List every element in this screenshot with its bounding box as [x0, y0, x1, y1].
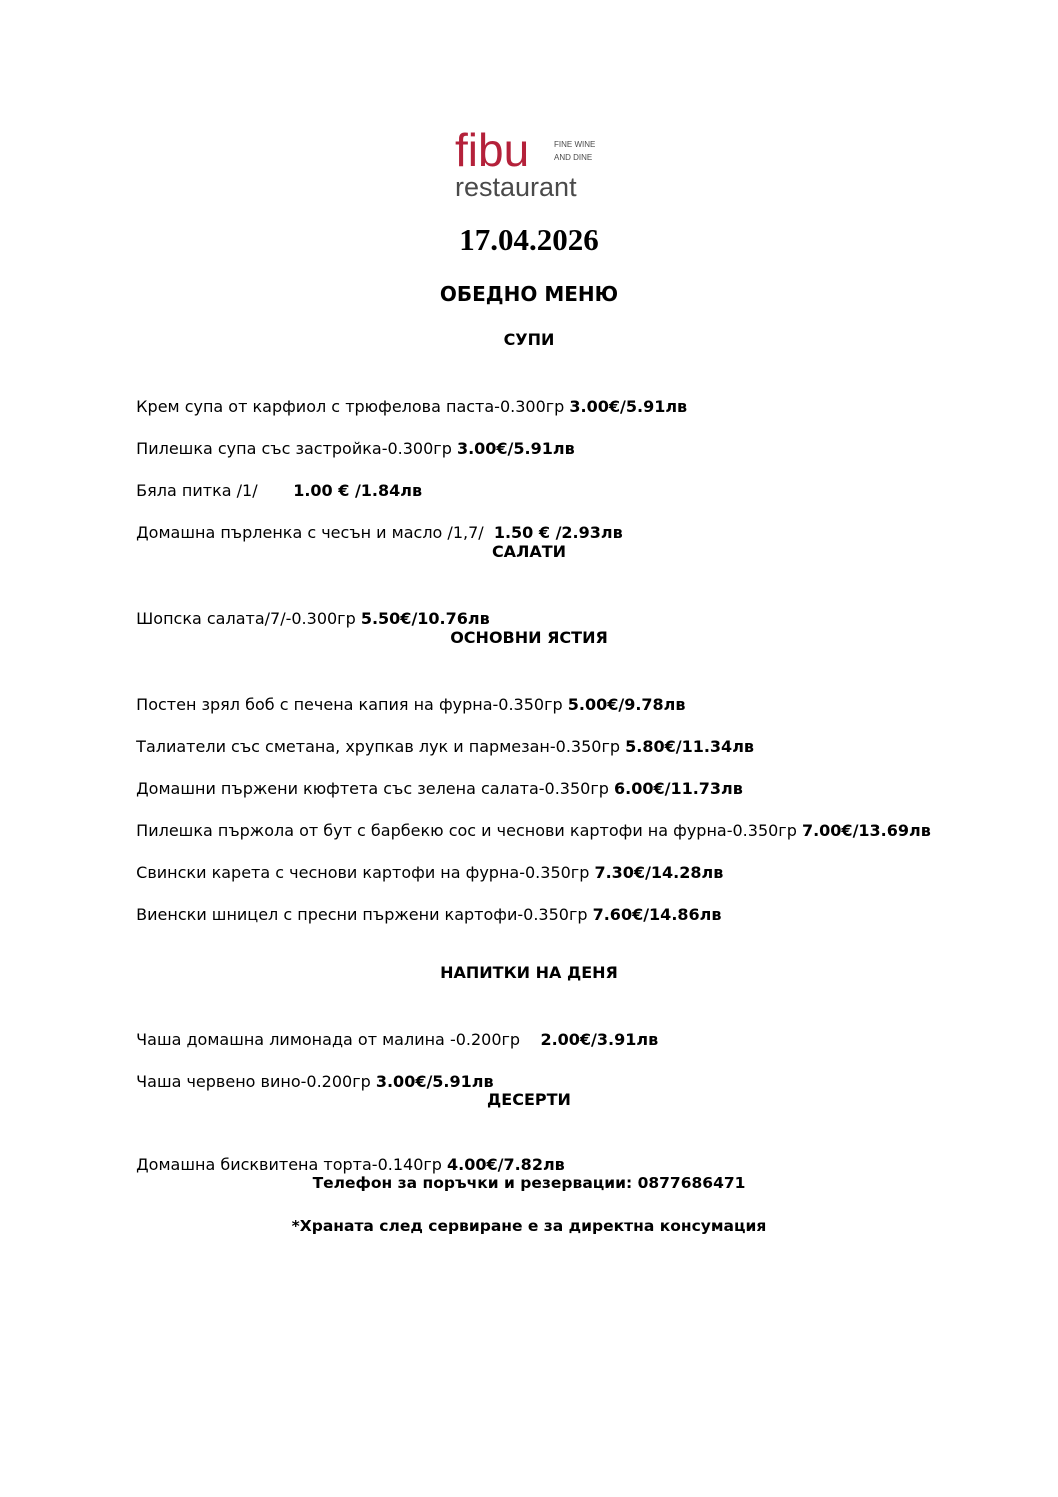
menu-item	[126, 669, 686, 717]
section-title-desserts: ДЕСЕРТИ	[487, 1090, 571, 1109]
logo-tag-line1: FINE WINE	[554, 140, 596, 149]
section-title-mains: ОСНОВНИ ЯСТИЯ	[450, 628, 608, 647]
item-price: 3.00€/5.91лв	[569, 397, 688, 416]
item-name: Виенски шницел с пресни пържени картофи-0.350гр	[136, 905, 593, 924]
item-name: Пилешка супа със застройка-0.300гр	[136, 439, 457, 458]
menu-item	[126, 455, 422, 503]
item-price: 2.00€/3.91лв	[540, 1030, 659, 1049]
item-price: 5.80€/11.34лв	[625, 737, 755, 756]
menu-title: ОБЕДНО МЕНЮ	[439, 282, 619, 306]
fibu-restaurant-logo	[455, 126, 605, 200]
item-price: 1.50 € /2.93лв	[493, 523, 623, 542]
menu-item	[126, 1004, 658, 1052]
menu-item	[126, 711, 754, 759]
item-name: Домашни пържени кюфтета със зелена салата-0.350гр	[136, 779, 614, 798]
menu-item	[126, 795, 931, 843]
menu-date: 17.04.2026	[459, 222, 599, 257]
phone-line: Телефон за поръчки и резервации: 0877686471	[312, 1174, 746, 1192]
logo-tag-line2: AND DINE	[554, 153, 593, 162]
item-name: Пилешка пържола от бут с барбекю сос и чеснови картофи на фурна-0.350гр	[136, 821, 802, 840]
item-price: 7.60€/14.86лв	[592, 905, 722, 924]
section-title-drinks: НАПИТКИ НА ДЕНЯ	[440, 963, 618, 982]
section-title-salads: САЛАТИ	[491, 542, 567, 561]
menu-item	[126, 497, 623, 545]
item-name: Домашна пърленка с чесън и масло /1,7/	[136, 523, 494, 542]
item-price: 5.00€/9.78лв	[567, 695, 686, 714]
serving-note: *Храната след сервиране е за директна консумация	[291, 1217, 767, 1235]
menu-item	[126, 879, 722, 927]
section-title-soups: СУПИ	[503, 330, 555, 349]
item-price: 4.00€/7.82лв	[447, 1155, 565, 1174]
item-name: Чаша домашна лимонада от малина -0.200гр	[136, 1030, 541, 1049]
item-name: Шопска салата/7/-0.300гр	[136, 609, 361, 628]
menu-item	[126, 1046, 494, 1094]
item-name: Талиатели със сметана, хрупкав лук и пармезан-0.350гр	[136, 737, 626, 756]
logo-sub: restaurant	[455, 172, 577, 200]
item-price: 1.00 € /1.84лв	[293, 481, 423, 500]
item-name: Свински карета с чеснови картофи на фурна-0.350гр	[136, 863, 595, 882]
item-name: Крем супа от карфиол с трюфелова паста-0.300гр	[136, 397, 570, 416]
item-price: 7.00€/13.69лв	[801, 821, 931, 840]
item-price: 7.30€/14.28лв	[594, 863, 724, 882]
item-price: 3.00€/5.91лв	[375, 1072, 494, 1091]
menu-item	[126, 371, 687, 419]
logo-word: fibu	[455, 126, 530, 176]
item-name: Домашна бисквитена торта-0.140гр	[136, 1155, 448, 1174]
item-name: Бяла питка /1/	[136, 481, 294, 500]
menu-item	[126, 583, 490, 631]
item-price: 3.00€/5.91лв	[456, 439, 575, 458]
menu-item	[126, 1129, 565, 1177]
item-price: 6.00€/11.73лв	[613, 779, 743, 798]
item-price: 5.50€/10.76лв	[360, 609, 490, 628]
menu-item	[126, 837, 723, 885]
item-name: Постен зрял боб с печена капия на фурна-0.350гр	[136, 695, 568, 714]
item-name: Чаша червено вино-0.200гр	[136, 1072, 376, 1091]
menu-item	[126, 413, 575, 461]
menu-item	[126, 753, 743, 801]
